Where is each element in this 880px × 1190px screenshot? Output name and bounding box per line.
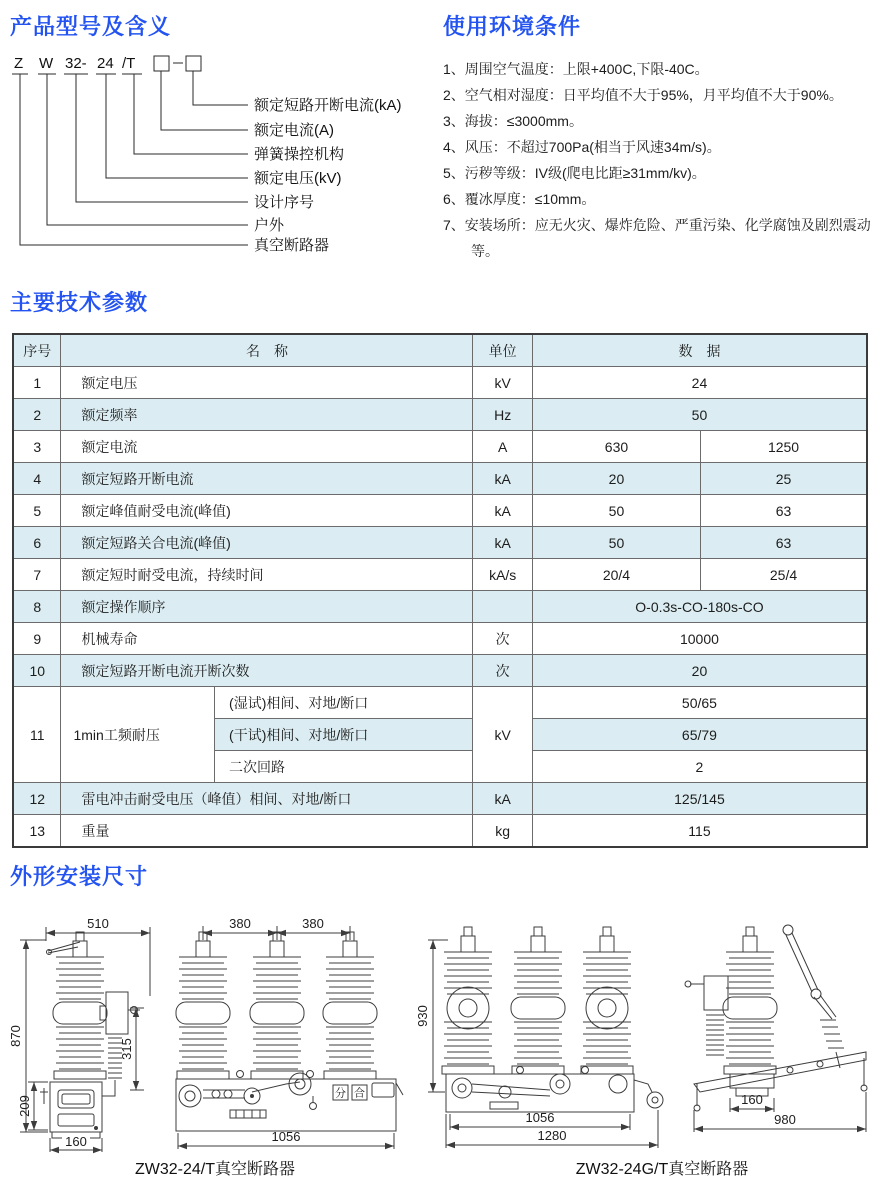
table-header-row: [13, 334, 867, 367]
switch-open-label: 分: [335, 1087, 346, 1100]
table-row: [13, 367, 867, 399]
cell-name: 重量: [61, 815, 473, 848]
cell-unit: kg: [473, 815, 532, 848]
section-title-environment: 使用环境条件: [443, 14, 582, 39]
cell-value: 65/79: [532, 719, 867, 751]
caption-zw32-24t: ZW32-24/T真空断路器: [134, 1161, 296, 1178]
cell-unit: kA: [473, 783, 532, 815]
header-name: 名 称: [61, 334, 473, 367]
code-part-z: Z: [14, 55, 24, 72]
env-item-pollution: 5、污秽等级：IV级(爬电比距≥31mm/kv)。: [443, 165, 706, 181]
code-part-t: /T: [122, 55, 136, 72]
cell-no: 5: [13, 495, 61, 527]
cell-sub-label: (湿试)相间、对地/断口: [215, 687, 473, 719]
cell-name: 机械寿命: [61, 623, 473, 655]
cell-unit: A: [473, 431, 532, 463]
cell-no: 12: [13, 783, 61, 815]
cell-value-630: 630: [532, 431, 700, 463]
dim-870: 870: [8, 1025, 23, 1047]
cell-value: 50/65: [532, 687, 867, 719]
env-item-wind: 4、风压：不超过700Pa(相当于风速34m/s)。: [443, 139, 721, 155]
caption-zw32-24gt: ZW32-24G/T真空断路器: [575, 1161, 749, 1178]
model-designation-diagram: [8, 52, 448, 264]
environment-conditions-list: [443, 56, 871, 264]
code-part-24: 24: [97, 55, 114, 72]
cell-no: 7: [13, 559, 61, 591]
cell-value: 2: [532, 751, 867, 783]
table-row: [13, 399, 867, 431]
table-row: [13, 559, 867, 591]
cell-no: 8: [13, 591, 61, 623]
cell-no: 3: [13, 431, 61, 463]
cell-value: 25/4: [701, 559, 867, 591]
env-item-site: 7、安装场所：应无火灾、爆炸危险、严重污染、化学腐蚀及剧烈震动等。: [443, 217, 871, 259]
env-item-humidity: 2、空气相对湿度：日平均值不大于95%，月平均值不大于90%。: [443, 87, 843, 103]
dim-160-t: 160: [65, 1134, 87, 1149]
cell-unit: 次: [473, 623, 532, 655]
dim-160-gt: 160: [741, 1092, 763, 1107]
section-title-model: 产品型号及含义: [10, 14, 172, 39]
cell-value: O-0.3s-CO-180s-CO: [532, 591, 867, 623]
table-row: [13, 495, 867, 527]
table-row: [13, 655, 867, 687]
dim-980: 980: [774, 1112, 796, 1127]
cell-unit: 次: [473, 655, 532, 687]
env-item-ice: 6、覆冰厚度：≤10mm。: [443, 191, 596, 207]
cell-value: 115: [532, 815, 867, 848]
cell-no: 2: [13, 399, 61, 431]
cell-value: 24: [532, 367, 867, 399]
cell-value: 20: [532, 655, 867, 687]
header-unit: 单位: [473, 334, 532, 367]
table-row: [13, 815, 867, 848]
cell-value: 20: [532, 463, 700, 495]
placeholder-box-current: [154, 56, 169, 71]
cell-name: 额定短路开断电流开断次数: [61, 655, 473, 687]
cell-name: 额定操作顺序: [61, 591, 473, 623]
cell-name: 额定电压: [61, 367, 473, 399]
cell-value-1250: 1250: [701, 431, 867, 463]
header-no: 序号: [13, 334, 61, 367]
cell-name: 额定电流: [61, 431, 473, 463]
table-row: [13, 783, 867, 815]
cell-value: 50: [532, 399, 867, 431]
cell-unit: kA: [473, 495, 532, 527]
table-row: [13, 623, 867, 655]
dim-380-left: 380: [229, 916, 251, 931]
cell-unit: kV: [473, 367, 532, 399]
cell-value: 20/4: [532, 559, 700, 591]
cell-value: 50: [532, 495, 700, 527]
section-title-dimensions: 外形安装尺寸: [10, 864, 149, 889]
env-item-temperature: 1、周围空气温度：上限+400C,下限-40C。: [443, 61, 709, 77]
cell-name: 雷电冲击耐受电压（峰值）相间、对地/断口: [61, 783, 473, 815]
dim-1280: 1280: [537, 1128, 567, 1143]
cell-no: 10: [13, 655, 61, 687]
cell-unit: kA/s: [473, 559, 532, 591]
cell-value: 10000: [532, 623, 867, 655]
cell-no: 6: [13, 527, 61, 559]
dim-510: 510: [87, 916, 109, 931]
meaning-vacuum-breaker: 真空断路器: [254, 237, 330, 254]
cell-value: 63: [701, 495, 867, 527]
meaning-design-number: 设计序号: [254, 194, 315, 211]
switch-close-label: 合: [354, 1087, 365, 1100]
cell-name: 额定峰值耐受电流(峰值): [61, 495, 473, 527]
table-row: [13, 431, 867, 463]
technical-parameters-table: [12, 333, 868, 848]
dim-209: 209: [17, 1095, 32, 1117]
drawing-side-view-gt: [685, 925, 867, 1132]
cell-unit: Hz: [473, 399, 532, 431]
outline-drawings: [0, 900, 880, 1154]
placeholder-box-breaking: [186, 56, 201, 71]
meaning-rated-voltage: 额定电压(kV): [254, 170, 342, 187]
model-code-lines: [12, 56, 248, 245]
dim-380-right: 380: [302, 916, 324, 931]
cell-no: 9: [13, 623, 61, 655]
table-row: [13, 463, 867, 495]
cell-no: 13: [13, 815, 61, 848]
table-row-11-sub1: [13, 687, 867, 719]
env-item-altitude: 3、海拔：≤3000mm。: [443, 113, 583, 129]
meaning-spring-mechanism: 弹簧操控机构: [254, 146, 345, 163]
cell-value: 63: [701, 527, 867, 559]
cell-no: 1: [13, 367, 61, 399]
cell-name: 额定短路开断电流: [61, 463, 473, 495]
cell-sub-label: 二次回路: [215, 751, 473, 783]
cell-value: 50: [532, 527, 700, 559]
cell-unit: kV: [473, 687, 532, 783]
cell-name: 额定频率: [61, 399, 473, 431]
drawing-front-view-t: [176, 926, 403, 1149]
meaning-breaking-current: 额定短路开断电流(kA): [254, 97, 402, 114]
cell-no: 4: [13, 463, 61, 495]
code-part-w: W: [39, 55, 54, 72]
cell-sub-label: (干试)相间、对地/断口: [215, 719, 473, 751]
cell-unit: kA: [473, 463, 532, 495]
section-title-parameters: 主要技术参数: [10, 290, 149, 315]
cell-unit: kA: [473, 527, 532, 559]
code-part-32: 32-: [65, 55, 87, 72]
table-row: [13, 591, 867, 623]
header-data: 数 据: [532, 334, 867, 367]
cell-no: 11: [13, 687, 61, 783]
cell-value: 25: [701, 463, 867, 495]
dim-315: 315: [119, 1038, 134, 1060]
meaning-rated-current: 额定电流(A): [254, 122, 334, 139]
model-meaning-labels: [254, 96, 402, 254]
meaning-outdoor: 户外: [254, 217, 285, 234]
cell-value: 125/145: [532, 783, 867, 815]
cell-unit: [473, 591, 532, 623]
table-row: [13, 527, 867, 559]
dim-1056-gt: 1056: [525, 1110, 555, 1125]
dim-930: 930: [415, 1005, 430, 1027]
cell-name: 额定短时耐受电流，持续时间: [61, 559, 473, 591]
cell-name: 额定短路关合电流(峰值): [61, 527, 473, 559]
dim-1056-t: 1056: [271, 1129, 301, 1144]
cell-name-group: 1min工频耐压: [61, 687, 215, 783]
model-code-text: [14, 55, 135, 72]
